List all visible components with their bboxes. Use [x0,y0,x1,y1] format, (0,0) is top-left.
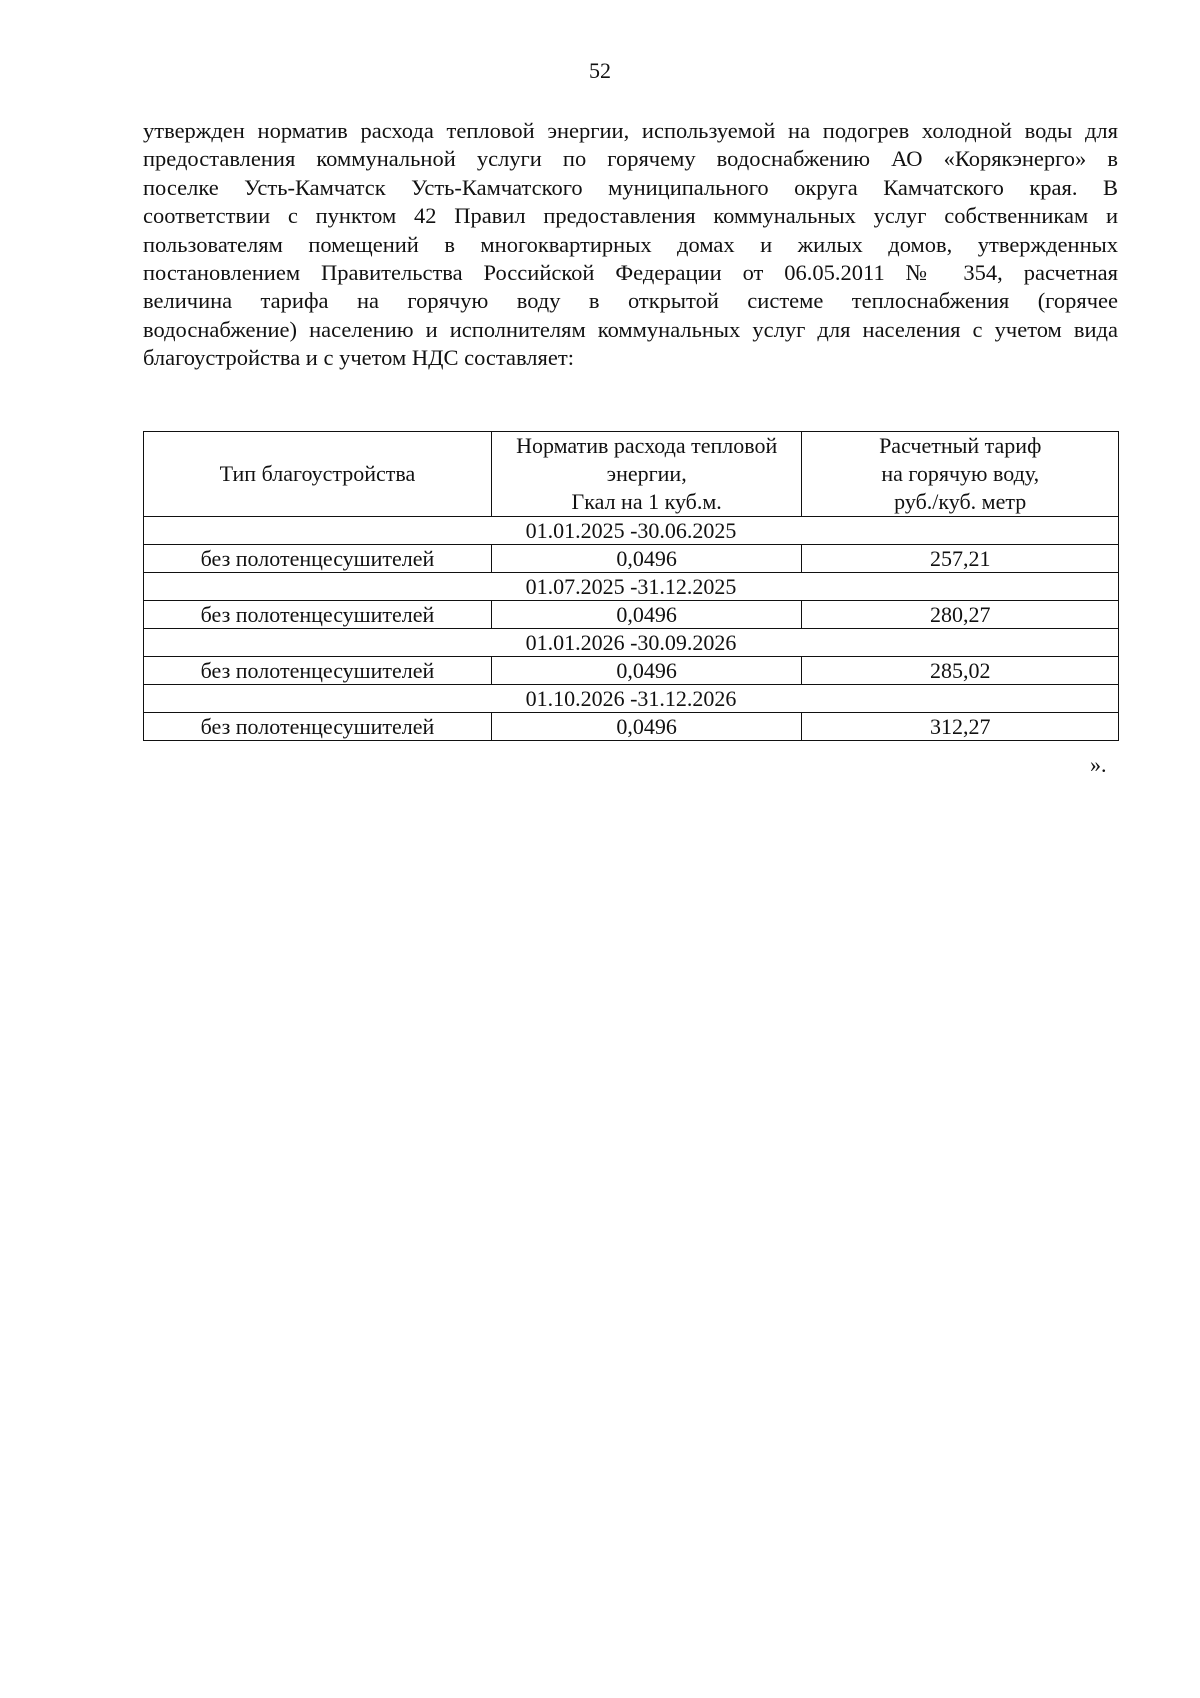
paragraph-line: величина тарифа на горячую воду в открытой системе теплоснабжения (горячее [143,288,1118,314]
cell-rate: 280,27 [802,601,1119,629]
cell-norm: 0,0496 [491,657,801,685]
cell-type: без полотенцесушителей [144,713,492,741]
period-row [144,685,1119,713]
header-rate-line: на горячую воду, [881,461,1040,486]
cell-rate: 285,02 [802,657,1119,685]
header-norm [491,432,801,517]
paragraph-line: соответствии с пунктом 42 Правил предоставления коммунальных услуг собственникам и [143,203,1118,229]
cell-type: без полотенцесушителей [144,601,492,629]
header-rate-line: Расчетный тариф [879,433,1042,458]
table-row [144,601,1119,629]
cell-type: без полотенцесушителей [144,657,492,685]
period-label: 01.01.2026 -30.09.2026 [144,629,1119,657]
period-label: 01.01.2025 -30.06.2025 [144,517,1119,545]
period-label: 01.07.2025 -31.12.2025 [144,573,1119,601]
header-rate [802,432,1119,517]
period-row [144,629,1119,657]
table-row [144,657,1119,685]
cell-norm: 0,0496 [491,601,801,629]
header-norm-line: Норматив расхода тепловой [516,433,778,458]
header-norm-line: энергии, [606,461,687,486]
table-body [144,517,1119,741]
table-row [144,713,1119,741]
closing-quote: ». [1090,752,1107,777]
header-type [144,432,492,517]
paragraph-line: поселке Усть-Камчатск Усть-Камчатского муниципального округа Камчатского края. В [143,174,1118,200]
cell-rate: 257,21 [802,545,1119,573]
paragraph-line: утвержден норматив расхода тепловой энергии, используемой на подогрев холодной воды для [143,118,1118,143]
header-type-label: Тип благоустройства [219,461,416,486]
cell-type: без полотенцесушителей [144,545,492,573]
header-rate-line: руб./куб. метр [894,489,1027,514]
period-row [144,517,1119,545]
body-paragraph [143,117,1118,373]
table-row [144,545,1119,573]
paragraph-line: пользователям помещений в многоквартирных домах и жилых домов, утвержденных [143,231,1118,257]
table-header [144,432,1119,517]
table-header-row [144,432,1119,517]
paragraph-line: благоустройства и с учетом НДС составляет: [143,345,574,371]
paragraph-line: водоснабжение) населению и исполнителям коммунальных услуг для населения с учетом вида [143,316,1118,342]
header-norm-line: Гкал на 1 куб.м. [571,489,722,514]
cell-norm: 0,0496 [491,545,801,573]
period-row [144,573,1119,601]
cell-norm: 0,0496 [491,713,801,741]
page-number: 52 [589,58,611,83]
paragraph-line: предоставления коммунальной услуги по горячему водоснабжению АО «Корякэнерго» в [143,146,1118,172]
period-label: 01.10.2026 -31.12.2026 [144,685,1119,713]
tariff-table [143,431,1119,741]
paragraph-line: постановлением Правительства Российской Федерации от 06.05.2011 № 354, расчетная [143,260,1118,286]
cell-rate: 312,27 [802,713,1119,741]
